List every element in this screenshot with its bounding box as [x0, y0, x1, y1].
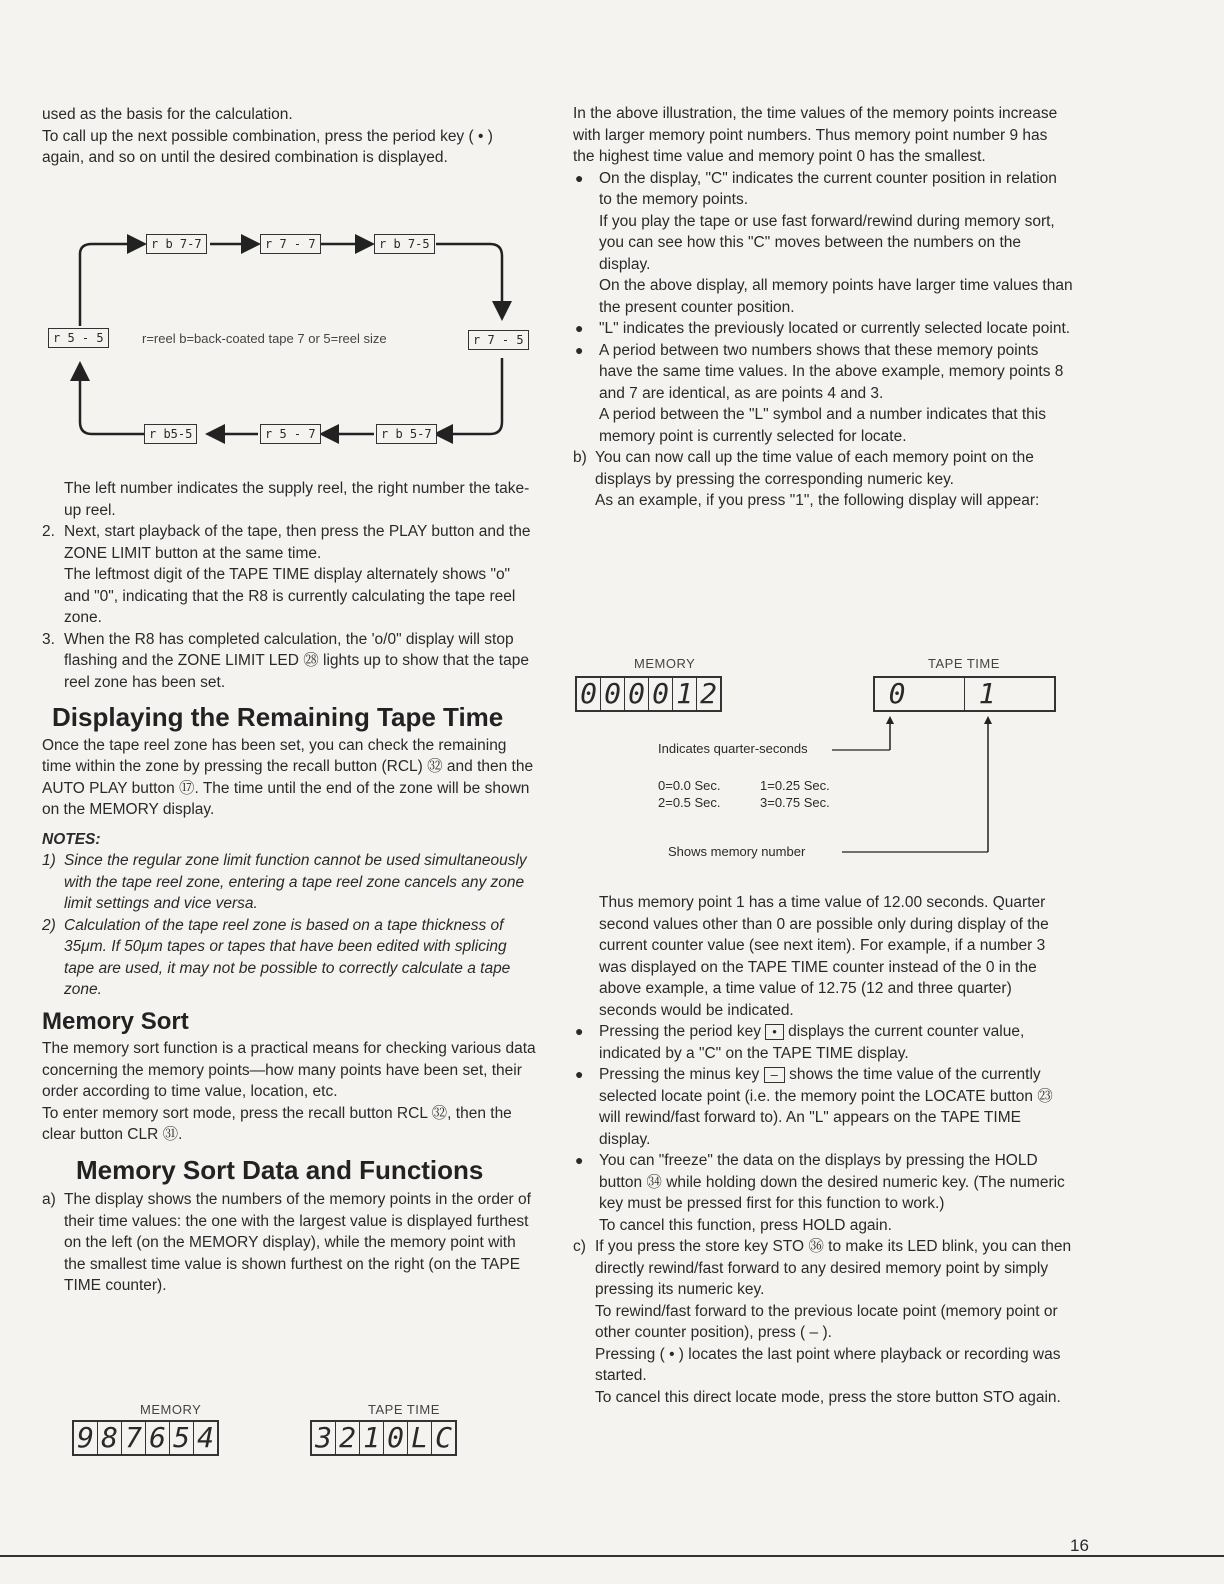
quarter-value-0: 0=0.0 Sec. — [658, 778, 721, 793]
note-2-number: 2) — [42, 916, 56, 934]
digit: 0 — [580, 677, 597, 710]
tape-reel-diagram — [42, 222, 542, 462]
quarter-value-3: 3=0.75 Sec. — [760, 795, 830, 810]
bullet-minus-key-text — [599, 1064, 1073, 1150]
digit: 7 — [121, 1422, 145, 1454]
page-number: 16 — [1070, 1536, 1089, 1555]
right-column — [573, 103, 1073, 512]
digit: 2 — [335, 1422, 359, 1454]
bullet-c-position — [573, 168, 1073, 319]
bullet-3-text: A period between two numbers shows that these memory points have the same time values. In the above example, memory points 8 and 7 are identical, as are points 4 and 3. — [599, 341, 1064, 402]
quarter-value-2: 2=0.5 Sec. — [658, 795, 721, 810]
tape-time-display-2 — [873, 676, 1056, 712]
digit: 0 — [624, 678, 648, 710]
digit: 3 — [315, 1421, 332, 1454]
item-b-text: You can now call up the time value of each memory point on the displays by pressing the corresponding numeric key. — [595, 449, 1034, 488]
display2-tape-label: TAPE TIME — [928, 656, 1000, 671]
intro-line-2: To call up the next possible combination, press the period key ( • ) again, and so on until the desired combination is displayed. — [42, 127, 493, 166]
bullet-1-sub-1: If you play the tape or use fast forward/rewind during memory sort, you can see how this "C" moves between the numbers on the display. — [599, 212, 1055, 273]
bullet-hold — [573, 1150, 1073, 1236]
step-3 — [42, 629, 539, 694]
memory-display-2 — [575, 676, 722, 712]
bottom-rule — [0, 1555, 1224, 1557]
digit: 6 — [145, 1422, 169, 1454]
item-b — [573, 447, 1073, 512]
minus-key: – — [764, 1067, 785, 1083]
memory-sort-text: The memory sort function is a practical means for checking various data concerning the memory points—how many points have been set, their order according to time value, location, etc. — [42, 1040, 536, 1100]
tape-time-display-1 — [310, 1420, 457, 1456]
digit: 1 — [359, 1422, 383, 1454]
note-2 — [42, 915, 539, 1001]
item-a-label: a) — [42, 1191, 56, 1208]
shows-memory-label: Shows memory number — [668, 844, 806, 859]
note-1-text: Since the regular zone limit function cannot be used simultaneously with the tape reel zone, entering a tape reel zone cancels any zone limit settings and vice versa. — [64, 852, 527, 912]
after-diagram-text: The left number indicates the supply reel, the right number the take-up reel. — [64, 480, 530, 519]
bullet-minus-pre: Pressing the minus key — [599, 1066, 760, 1083]
notes-title: NOTES: — [42, 830, 101, 848]
item-c-sub-2: Pressing ( • ) locates the last point where playback or recording was started. — [595, 1345, 1061, 1384]
bullet-dot: ● — [575, 1066, 584, 1082]
bullet-dot: ● — [575, 1023, 584, 1039]
reel-box-75: r 7 - 5 — [468, 330, 529, 350]
display-memory-label: MEMORY — [140, 1402, 202, 1417]
bullet-period — [573, 340, 1073, 448]
note-1-number: 1) — [42, 852, 56, 869]
bullet-dot: ● — [575, 1152, 584, 1168]
bullet-1-text: On the display, "C" indicates the current counter position in relation to the memory points. — [599, 169, 1057, 208]
step-2-text: Next, start playback of the tape, then press the PLAY button and the ZONE LIMIT button at the same time. — [64, 523, 531, 562]
bullet-hold-text: You can "freeze" the data on the displays by pressing the HOLD button ㉞ while holding down the desired numeric key. (The numeric key must be pressed first for this function to work.) — [599, 1152, 1065, 1212]
note-2-text: Calculation of the tape reel zone is based on a tape thickness of 35μm. If 50μm tapes or tapes that have been edited with splicing tape are used, it may not be possible to correctly calculate a tape zone. — [64, 916, 511, 998]
display-tape-label: TAPE TIME — [368, 1402, 440, 1417]
period-key: • — [765, 1024, 784, 1040]
quarter-seconds-label: Indicates quarter-seconds — [658, 741, 808, 756]
bullet-period-key-text — [599, 1021, 1073, 1064]
bullet-l-locate — [573, 318, 1073, 340]
digit: 0 — [888, 677, 906, 710]
bullet-dot: ● — [575, 320, 584, 336]
reel-box-b75: r b 7-5 — [374, 234, 435, 254]
digit: 0 — [383, 1422, 407, 1454]
left-column-lower — [42, 478, 539, 1297]
bullet-1-sub-2: On the above display, all memory points have larger time values than the present counter position. — [599, 277, 1073, 316]
item-c-label: c) — [573, 1238, 586, 1255]
digit: 5 — [169, 1422, 193, 1454]
digit: 0 — [600, 678, 624, 710]
heading-memory-sort: Memory Sort — [42, 1007, 189, 1035]
bullet-hold-sub: To cancel this function, press HOLD again. — [599, 1216, 892, 1234]
digit: 1 — [964, 678, 1009, 710]
bullet-minus-key — [573, 1064, 1073, 1150]
item-c — [573, 1236, 1073, 1408]
reel-box-b77: r b 7-7 — [146, 234, 207, 254]
reel-box-b55: r b5-5 — [144, 424, 197, 444]
digit: L — [407, 1422, 431, 1454]
item-b-sub: As an example, if you press "1", the following display will appear: — [595, 492, 1040, 509]
right-column-lower — [573, 892, 1073, 1408]
bullet-period-pre: Pressing the period key — [599, 1023, 761, 1040]
left-column — [42, 104, 539, 169]
reel-box-57: r 5 - 7 — [260, 424, 321, 444]
reel-box-b57: r b 5-7 — [376, 424, 437, 444]
step-3-number: 3. — [42, 630, 55, 648]
bullet-minus-post: shows the time value of the currently selected locate point (i.e. the memory point the LOCATE button ㉓ will rewind/fast forward to). An "L" appears on the TAPE TIME display. — [599, 1066, 1053, 1148]
item-b-label: b) — [573, 449, 587, 466]
digit: 9 — [77, 1421, 94, 1454]
digit: 1 — [672, 678, 696, 710]
right-intro: In the above illustration, the time values of the memory points increase with larger memory point numbers. Thus memory point number 9 has the highest time value and memory point 0 has the smallest. — [573, 105, 1058, 165]
item-a — [42, 1189, 539, 1297]
memory-display-1 — [72, 1420, 219, 1456]
quarter-value-1: 1=0.25 Sec. — [760, 778, 830, 793]
heading-remaining-tape-time: Displaying the Remaining Tape Time — [52, 702, 504, 732]
bullet-dot: ● — [575, 169, 584, 186]
item-c-text: If you press the store key STO ㊱ to make its LED blink, you can then directly rewind/fast forward to any desired memory point by simply pressing its numeric key. — [595, 1238, 1072, 1298]
digit: 8 — [97, 1422, 121, 1454]
step-2-number: 2. — [42, 523, 55, 540]
memory-sort-text-2: To enter memory sort mode, press the recall button RCL ㉜, then the clear button CLR ㉛. — [42, 1104, 512, 1143]
digit: 0 — [648, 678, 672, 710]
reel-box-55: r 5 - 5 — [48, 328, 109, 348]
reel-box-77: r 7 - 7 — [260, 234, 321, 254]
bullet-dot: ● — [575, 341, 584, 358]
intro-line-1: used as the basis for the calculation. — [42, 106, 293, 123]
digit: 4 — [193, 1422, 217, 1454]
item-a-text: The display shows the numbers of the memory points in the order of their time values: the one with the largest value is displayed furthest on the left (on the MEMORY display), while the memory point with the smallest time value is shown furthest on the right (on the TAPE TIME counter). — [64, 1191, 531, 1294]
bullet-period-key — [573, 1021, 1073, 1064]
bullet-2-text: "L" indicates the previously located or currently selected locate point. — [599, 320, 1071, 337]
heading-memory-sort-data: Memory Sort Data and Functions — [76, 1154, 484, 1185]
step-2-sub: The leftmost digit of the TAPE TIME display alternately shows "o" and "0", indicating that the R8 is currently calculating the tape reel zone. — [64, 566, 516, 626]
display2-memory-label: MEMORY — [634, 656, 696, 671]
bullet-3-sub: A period between the "L" symbol and a number indicates that this memory point is currently selected for locate. — [599, 406, 1046, 445]
note-1 — [42, 850, 539, 915]
bullet-period-post: displays the current counter value, indicated by a "C" on the TAPE TIME display. — [599, 1023, 1025, 1062]
step-2 — [42, 521, 539, 629]
remaining-text: Once the tape reel zone has been set, you can check the remaining time within the zone by pressing the recall button (RCL) ㉜ and then the AUTO PLAY button ⑰. The time until the end of the zone will be shown on the MEMORY display. — [42, 736, 534, 818]
diagram-legend: r=reel b=back-coated tape 7 or 5=reel size — [142, 331, 387, 346]
right-p2: Thus memory point 1 has a time value of 12.00 seconds. Quarter second values other than 0 are possible only during display of the current counter value (see next item). For example, if a number 3 was displayed on the TAPE TIME counter instead of the 0 in the above example, a time value of 12.75 (12 and three quarter) seconds would be indicated. — [599, 894, 1049, 1019]
digit: C — [431, 1422, 455, 1454]
step-3-text: When the R8 has completed calculation, the 'o/0" display will stop flashing and the ZONE LIMIT LED ㉘ lights up to show that the tape reel zone has been set. — [64, 630, 529, 691]
digit: 2 — [696, 678, 720, 710]
item-c-sub-3: To cancel this direct locate mode, press the store button STO again. — [595, 1388, 1061, 1406]
item-c-sub-1: To rewind/fast forward to the previous locate point (memory point or other counter position), press ( – ). — [595, 1302, 1058, 1341]
